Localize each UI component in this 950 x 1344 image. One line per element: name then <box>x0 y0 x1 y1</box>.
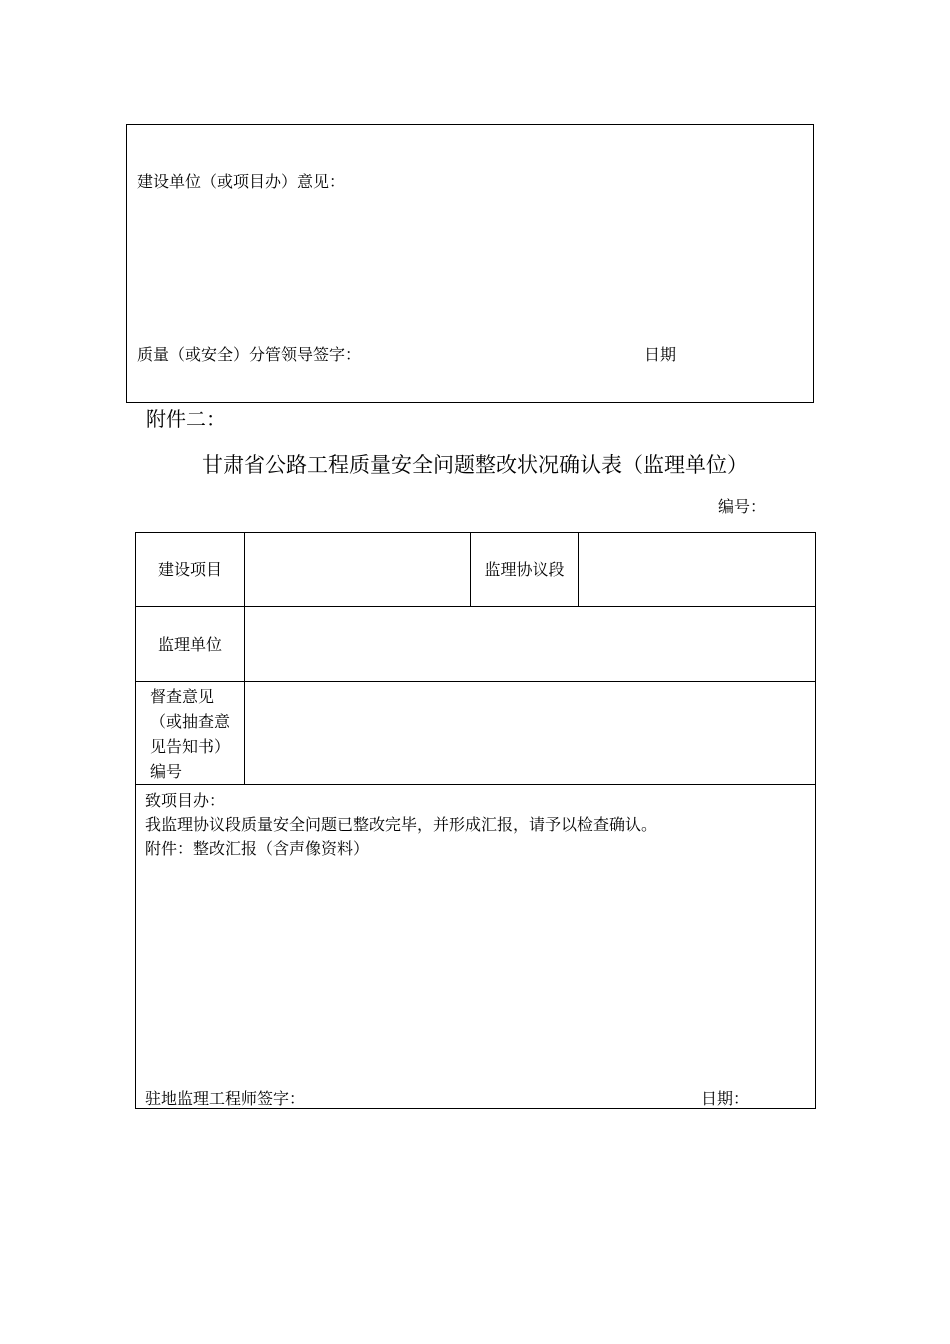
notice-recipient: 致项目办： <box>145 791 226 810</box>
notice-body: 我监理协议段质量安全问题已整改完毕，并形成汇报，请予以检查确认。 <box>145 815 658 834</box>
supervision-unit-value[interactable] <box>245 607 816 682</box>
supervision-unit-label: 监理单位 <box>136 607 245 682</box>
inspection-opinion-value[interactable] <box>245 682 816 785</box>
table-row <box>136 533 816 607</box>
notice-cell <box>136 785 816 1109</box>
inspection-opinion-label: 督查意见（或抽查意见告知书）编号 <box>136 682 245 785</box>
form-title: 甘肃省公路工程质量安全问题整改状况确认表（监理单位） <box>202 453 748 477</box>
construction-project-label: 建设项目 <box>136 533 245 607</box>
serial-number-label: 编号： <box>718 497 767 516</box>
supervision-section-label: 监理协议段 <box>471 533 579 607</box>
annex-label: 附件二： <box>146 407 226 431</box>
engineer-signature-label: 驻地监理工程师签字： <box>145 1089 306 1108</box>
notice-attachment: 附件：整改汇报（含声像资料） <box>145 839 370 858</box>
table-row <box>136 785 816 1109</box>
top-date-label: 日期 <box>644 345 677 364</box>
leader-signature-label: 质量（或安全）分管领导签字： <box>137 345 362 364</box>
construction-unit-opinion-box <box>126 124 814 403</box>
confirmation-form-table <box>135 532 816 1109</box>
notice-date-label: 日期： <box>701 1089 750 1108</box>
table-row <box>136 607 816 682</box>
construction-project-value[interactable] <box>245 533 471 607</box>
table-row <box>136 682 816 785</box>
construction-unit-opinion-label: 建设单位（或项目办）意见： <box>137 172 346 191</box>
supervision-section-value[interactable] <box>579 533 816 607</box>
